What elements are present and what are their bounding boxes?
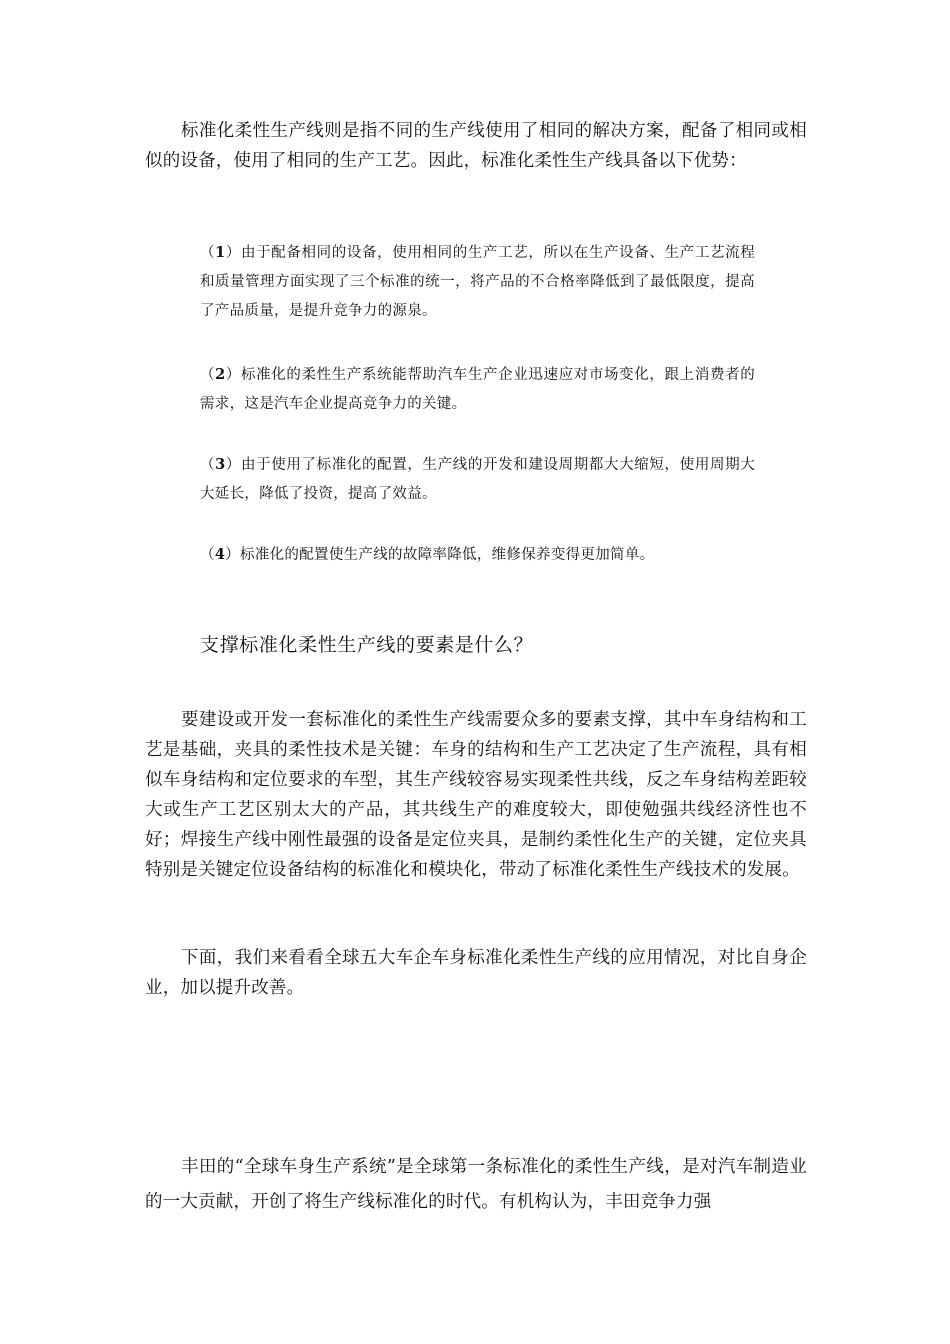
item-text: 由于配备相同的设备，使用相同的生产工艺，所以在生产设备、生产工艺流程和质量管理方面实现了三个标准的统一，将产品的不合格率降低到了最低限度，提高了产品质量，是提升竞争力的源泉。	[200, 245, 755, 319]
item-open-paren: （	[200, 547, 215, 563]
item-close-paren: ）	[225, 457, 241, 473]
section-heading: 支撑标准化柔性生产线的要素是什么？	[200, 634, 534, 656]
item-text: 标准化的柔性生产系统能帮助汽车生产企业迅速应对市场变化，跟上消费者的需求，这是汽车企业提高竞争力的关键。	[200, 367, 755, 412]
advantage-item-4	[200, 540, 755, 570]
item-text: 由于使用了标准化的配置，生产线的开发和建设周期都大大缩短，使用周期大大延长，降低了投资，提高了效益。	[200, 457, 755, 502]
item-number: 4	[214, 546, 226, 563]
item-open-paren: （	[200, 245, 216, 261]
item-text: 标准化的配置使生产线的故障率降低，维修保养变得更加简单。	[240, 547, 655, 563]
item-close-paren: ）	[225, 547, 241, 563]
item-open-paren: （	[200, 457, 216, 473]
advantage-item-3	[200, 450, 755, 509]
item-number: 3	[215, 456, 226, 473]
body-paragraph-1: 要建设或开发一套标准化的柔性生产线需要众多的要素支撑，其中车身结构和工艺是基础，夹具的柔性技术是关键：车身的结构和生产工艺决定了生产流程，具有相似车身结构和定位要求的车型，其生产线较容易实现柔性共线，反之车身结构差距较大或生产工艺区别太大的产品，其共线生产的难度较大，即使勉强共线经济性也不好；焊接生产线中刚性最强的设备是定位夹具，是制约柔性化生产的关键，定位夹具特别是关键定位设备结构的标准化和模块化，带动了标准化柔性生产线技术的发展。	[145, 710, 807, 880]
item-close-paren: ）	[225, 245, 241, 261]
item-number: 1	[215, 244, 226, 261]
intro-paragraph: 标准化柔性生产线则是指不同的生产线使用了相同的解决方案，配备了相同或相似的设备，使用了相同的生产工艺。因此，标准化柔性生产线具备以下优势：	[145, 121, 807, 171]
item-open-paren: （	[200, 367, 216, 383]
item-number: 2	[215, 366, 226, 383]
advantage-item-2	[200, 360, 755, 419]
body-paragraph-3: 丰田的“全球车身生产系统”是全球第一条标准化的柔性生产线，是对汽车制造业的一大贡献，开创了将生产线标准化的时代。有机构认为，丰田竞争力强	[145, 1157, 807, 1212]
item-close-paren: ）	[225, 367, 241, 383]
advantage-item-1	[200, 238, 755, 326]
body-paragraph-2: 下面，我们来看看全球五大车企车身标准化柔性生产线的应用情况，对比自身企业，加以提升改善。	[145, 948, 807, 998]
